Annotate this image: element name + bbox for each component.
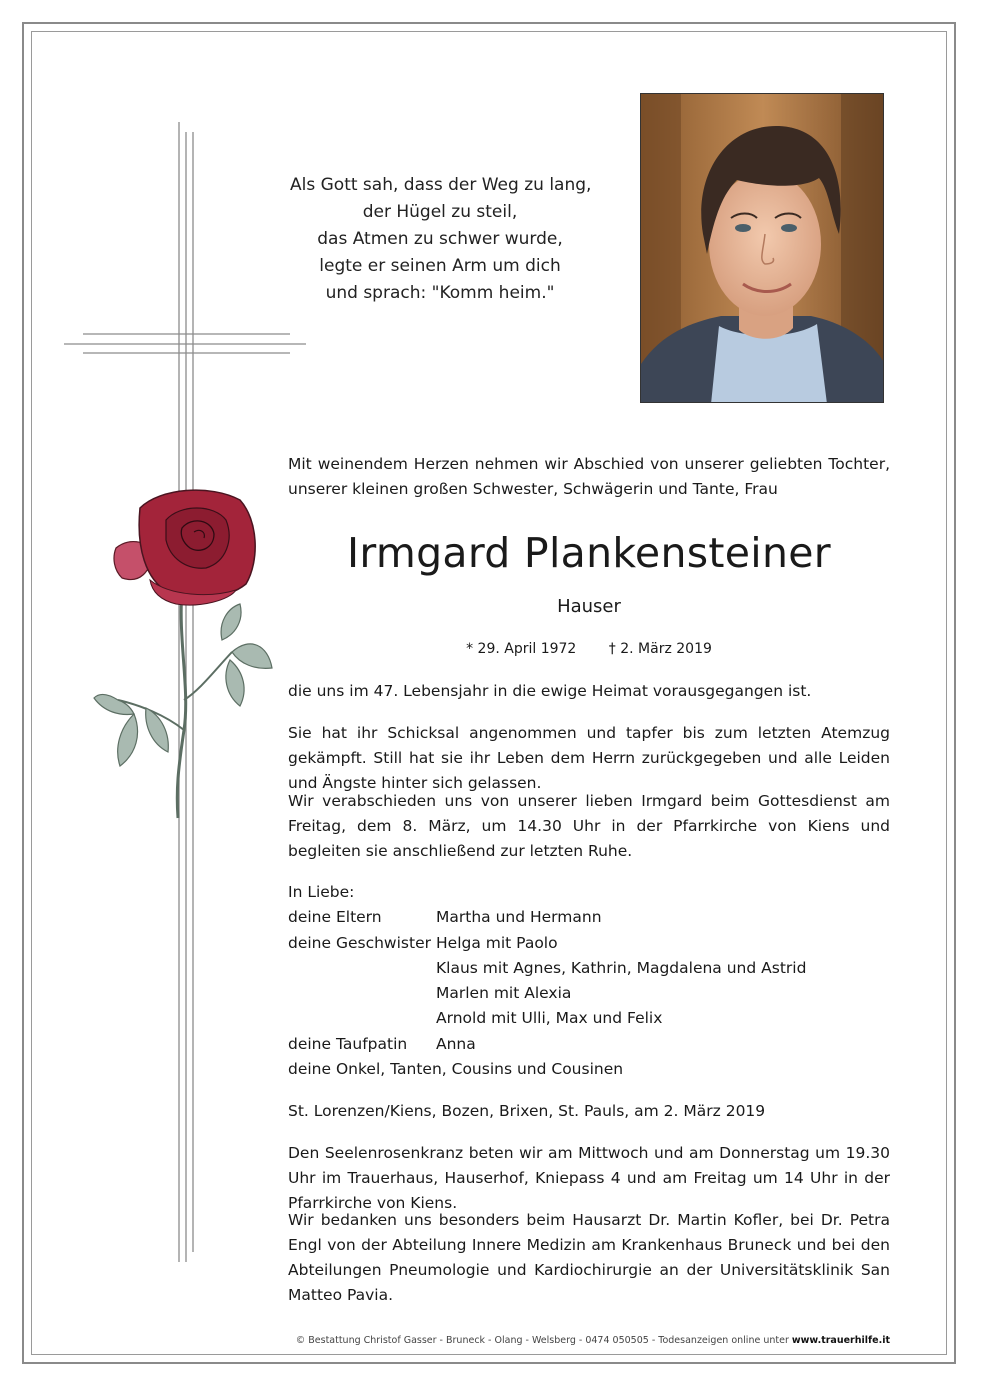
paragraph-fate: Sie hat ihr Schicksal angenommen und tapfer bis zum letzten Atemzug gekämpft. Still hat sie ihr Leben dem Herrn zurückgegeben und alle Leiden und Ängste hinter sich gelassen. xyxy=(288,724,890,792)
family-names: Klaus mit Agnes, Kathrin, Magdalena und Astrid xyxy=(436,958,807,977)
poem-line: legte er seinen Arm um dich xyxy=(319,256,561,276)
birth-date: * 29. April 1972 xyxy=(466,641,577,657)
family-row xyxy=(288,981,890,1006)
family-role xyxy=(288,956,436,981)
poem-line: und sprach: "Komm heim." xyxy=(325,283,555,303)
family-role xyxy=(288,981,436,1006)
death-date: † 2. März 2019 xyxy=(608,641,712,657)
footer xyxy=(288,1335,890,1346)
family-names: Arnold mit Ulli, Max und Felix xyxy=(436,1009,663,1028)
family-names: Martha und Hermann xyxy=(436,908,602,927)
family-row xyxy=(288,1006,890,1031)
memorial-poem xyxy=(290,172,590,307)
maiden-name: Hauser xyxy=(557,596,621,617)
intro-text: Mit weinendem Herzen nehmen wir Abschied von unserer geliebten Tochter, unserer kleinen großen Schwester, Schwägerin und Tante, Frau xyxy=(288,455,890,498)
poem-line: Als Gott sah, dass der Weg zu lang, xyxy=(290,175,592,195)
family-role xyxy=(288,1006,436,1031)
poem-line: das Atmen zu schwer wurde, xyxy=(317,229,563,249)
deceased-name: Irmgard Plankensteiner xyxy=(347,529,831,577)
family-names: Marlen mit Alexia xyxy=(436,984,572,1003)
family-role: deine Geschwister xyxy=(288,933,431,952)
family-closing: deine Onkel, Tanten, Cousins und Cousinen xyxy=(288,1060,624,1079)
paragraph-age: die uns im 47. Lebensjahr in die ewige Heimat vorausgegangen ist. xyxy=(288,682,812,700)
family-row xyxy=(288,1032,890,1057)
family-role: deine Taufpatin xyxy=(288,1034,408,1053)
footer-link[interactable]: www.trauerhilfe.it xyxy=(791,1335,890,1346)
paragraph-rosary: Den Seelenrosenkranz beten wir am Mittwoch und am Donnerstag um 19.30 Uhr im Trauerhaus, Hauserhof, Kniepass 4 und am Freitag um 14 Uhr in der Pfarrkirche von Kiens. xyxy=(288,1144,890,1212)
life-dates xyxy=(288,638,890,660)
family-names: Anna xyxy=(436,1034,476,1053)
footer-text: © Bestattung Christof Gasser - Bruneck - Olang - Welsberg - 0474 050505 - Todesanzeigen online unter xyxy=(295,1335,789,1346)
family-row xyxy=(288,956,890,981)
family-list xyxy=(288,880,890,1082)
family-row xyxy=(288,931,890,956)
family-role: deine Eltern xyxy=(288,908,382,927)
rose-icon xyxy=(94,490,272,818)
paragraph-funeral: Wir verabschieden uns von unserer lieben Irmgard beim Gottesdienst am Freitag, dem 8. März, um 14.30 Uhr in der Pfarrkirche von Kiens und begleiten sie anschließend zur letzten Ruhe. xyxy=(288,792,890,860)
paragraph-thanks: Wir bedanken uns besonders beim Hausarzt Dr. Martin Kofler, bei Dr. Petra Engl von der Abteilung Innere Medizin am Krankenhaus Bruneck und bei den Abteilungen Pneumologie und Kardiochirurgie an der Universitätsklinik San Matteo Pavia. xyxy=(288,1211,890,1304)
place-and-date: St. Lorenzen/Kiens, Bozen, Brixen, St. Pauls, am 2. März 2019 xyxy=(288,1102,766,1120)
family-names: Helga mit Paolo xyxy=(436,933,558,952)
family-heading: In Liebe: xyxy=(288,883,355,901)
poem-line: der Hügel zu steil, xyxy=(362,202,518,222)
family-row xyxy=(288,905,890,930)
portrait-photo xyxy=(640,93,884,403)
